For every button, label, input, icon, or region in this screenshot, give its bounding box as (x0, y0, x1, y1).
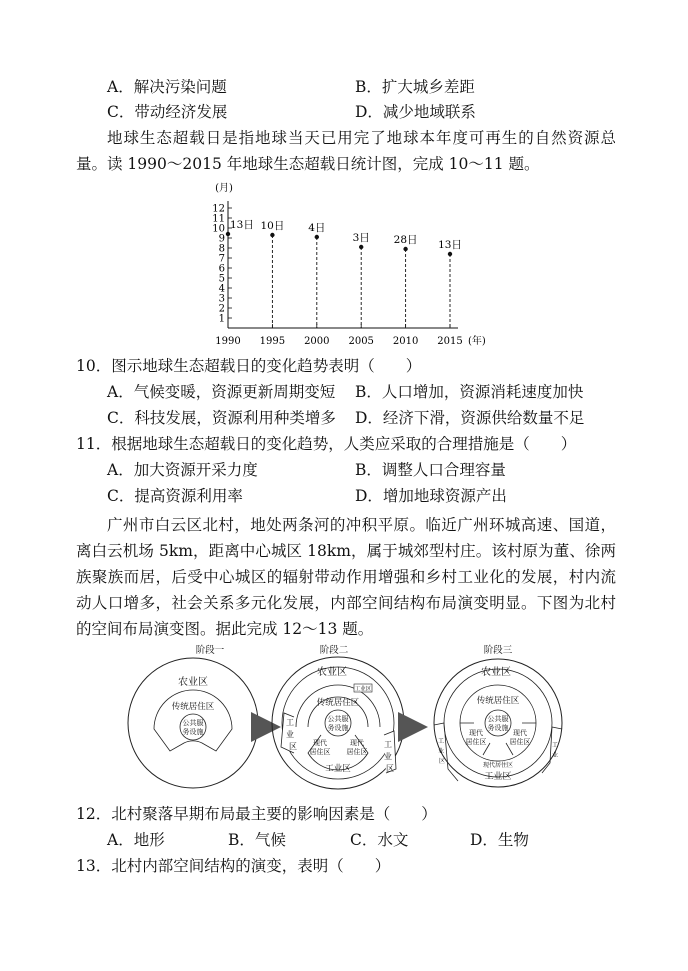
data-label: 28日 (393, 234, 418, 246)
stage2-label: 阶段二 (319, 645, 349, 656)
stage3-pub2: 务设施 (487, 724, 509, 732)
x-tick-label: 2015 (437, 336, 463, 347)
q12-stem: 12．北村聚落早期布局最主要的影响因素是（ ） (76, 805, 437, 823)
q11-stem: 11．根据地球生态超载日的变化趋势，人类应采取的合理措施是（ ） (76, 435, 577, 453)
stage1-label: 阶段一 (195, 645, 225, 656)
q10-option-d: D．经济下滑，资源供给数量不足 (355, 409, 585, 427)
stage2-pub1: 公共服 (327, 715, 349, 723)
q12-option-b: B．气候 (228, 831, 286, 849)
intro-paragraph-10-11: 地球生态超载日是指地球当天已用完了地球本年度可再生的自然资源总量。读 1990～2015 年地球生态超载日统计图，完成 10～11 题。 (76, 129, 616, 173)
y-tick-label: 8 (218, 243, 225, 255)
y-tick-label: 1 (218, 313, 225, 325)
x-tick-label: 2010 (392, 336, 419, 347)
x-tick-label: 1995 (259, 336, 286, 347)
q11-option-a: A．加大资源开采力度 (107, 461, 258, 479)
y-tick-label: 2 (218, 303, 225, 315)
stage3-mod-left-2: 居住区 (465, 738, 487, 746)
stage2-ind-label: 工业区 (325, 764, 351, 774)
stage3-trad-label: 传统居住区 (476, 696, 520, 706)
y-tick-label: 9 (218, 233, 225, 245)
y-tick-label: 6 (218, 263, 225, 275)
q12-option-d: D．生物 (470, 831, 529, 849)
y-tick-label: 12 (212, 203, 225, 215)
data-point (226, 232, 230, 236)
overshoot-day-chart (195, 178, 495, 352)
q12-option-a: A．地形 (107, 831, 165, 849)
data-point (359, 245, 363, 249)
svg-text:业: 业 (551, 752, 559, 759)
stage2-indv-l3: 区 (289, 742, 297, 751)
data-label: 4日 (308, 222, 326, 234)
stage3-mod-left-1: 现代 (469, 729, 483, 737)
q12-option-c: C．水文 (350, 831, 409, 849)
q13-stem: 13．北村内部空间结构的演变，表明（ ） (76, 857, 391, 875)
q9-option-d: D．减少地域联系 (355, 103, 476, 121)
stage2-mod-right-2: 居住区 (346, 748, 368, 756)
y-axis-label: (月) (215, 183, 233, 194)
stage2-mod-left-2: 居住区 (309, 748, 331, 756)
stage2-mod-right-1: 现代 (350, 739, 364, 747)
x-axis-label: (年) (468, 336, 486, 347)
q11-option-c: C．提高资源利用率 (107, 487, 243, 505)
data-label: 13日 (438, 239, 462, 251)
y-tick-label: 5 (218, 273, 225, 285)
stage2-indv-r1: 工 (384, 740, 392, 749)
stage3-label: 阶段三 (483, 645, 513, 656)
data-label: 10日 (260, 220, 285, 232)
stage1-trad-label: 传统居住区 (171, 702, 215, 712)
y-tick-label: 11 (212, 213, 225, 225)
x-tick-label: 2000 (304, 336, 330, 347)
q9-option-b: B．扩大城乡差距 (355, 78, 475, 96)
stage2-agri-label: 农业区 (317, 667, 347, 678)
stage3-mod-right-1: 现代 (513, 729, 527, 737)
stage2-trad-label: 传统居住区 (316, 698, 360, 708)
stage3-modern-res-label: 现代居住区 (482, 762, 514, 769)
stage2-indv-r3: 区 (386, 764, 394, 773)
svg-text:工: 工 (437, 738, 445, 745)
q9-option-a: A．解决污染问题 (107, 78, 227, 96)
intro-paragraph-12-13: 广州市白云区北村，地处两条河的冲积平原。临近广州环城高速、国道，离白云机场 5km，距离中心城区 18km，属于城郊型村庄。该村原为董、徐两族聚族而居，后受中心城区的辐射带动作用增强和乡村工业化的发展，村内流动人口增多，社会关系多元化发展，内部空间结构布局演变明显。下图为北村的空间布局演变图。据此完成 12～13 题。 (76, 516, 616, 638)
stage3-mod-right-2: 居住区 (509, 738, 531, 746)
stage3-ind-label: 工业区 (484, 772, 512, 782)
data-point (270, 233, 274, 237)
q10-option-c: C．科技发展，资源利用种类增多 (107, 409, 336, 427)
village-layout-diagram (118, 643, 572, 798)
svg-text:区: 区 (438, 758, 446, 765)
data-point (315, 235, 319, 239)
svg-text:工: 工 (551, 742, 559, 749)
svg-text:工业区: 工业区 (354, 686, 372, 693)
q10-option-b: B．人口增加，资源消耗速度加快 (355, 383, 584, 401)
y-tick-label: 3 (218, 293, 225, 305)
stage2-indv-r2: 业 (384, 752, 392, 761)
q10-stem: 10．图示地球生态超载日的变化趋势表明（ ） (76, 357, 422, 375)
q11-option-d: D．增加地球资源产出 (355, 487, 507, 505)
x-tick-label: 1990 (215, 336, 241, 347)
stage2-indv-l1: 工 (286, 718, 294, 727)
stage2-indv-l2: 业 (286, 730, 294, 739)
q11-option-b: B．调整人口合理容量 (355, 461, 506, 479)
y-tick-label: 10 (212, 223, 225, 235)
data-point (448, 252, 452, 256)
stage3-pub1: 公共服 (487, 715, 509, 723)
stage3-agri-label: 农业区 (481, 667, 511, 678)
stage2-pub2: 务设施 (327, 724, 349, 732)
stage1-agri-label: 农业区 (178, 677, 208, 688)
y-tick-label: 7 (218, 253, 225, 265)
x-tick-label: 2005 (348, 336, 374, 347)
data-label: 13日 (230, 219, 254, 231)
y-tick-label: 4 (218, 283, 225, 295)
q9-option-c: C．带动经济发展 (107, 103, 228, 121)
stage1-pub1: 公共服 (182, 719, 204, 727)
q10-option-a: A．气候变暖，资源更新周期变短 (107, 383, 336, 401)
svg-text:业: 业 (437, 748, 445, 755)
data-point (403, 247, 407, 251)
stage2-mod-left-1: 现代 (313, 739, 327, 747)
data-label: 3日 (352, 232, 370, 244)
stage1-pub2: 务设施 (182, 728, 204, 736)
